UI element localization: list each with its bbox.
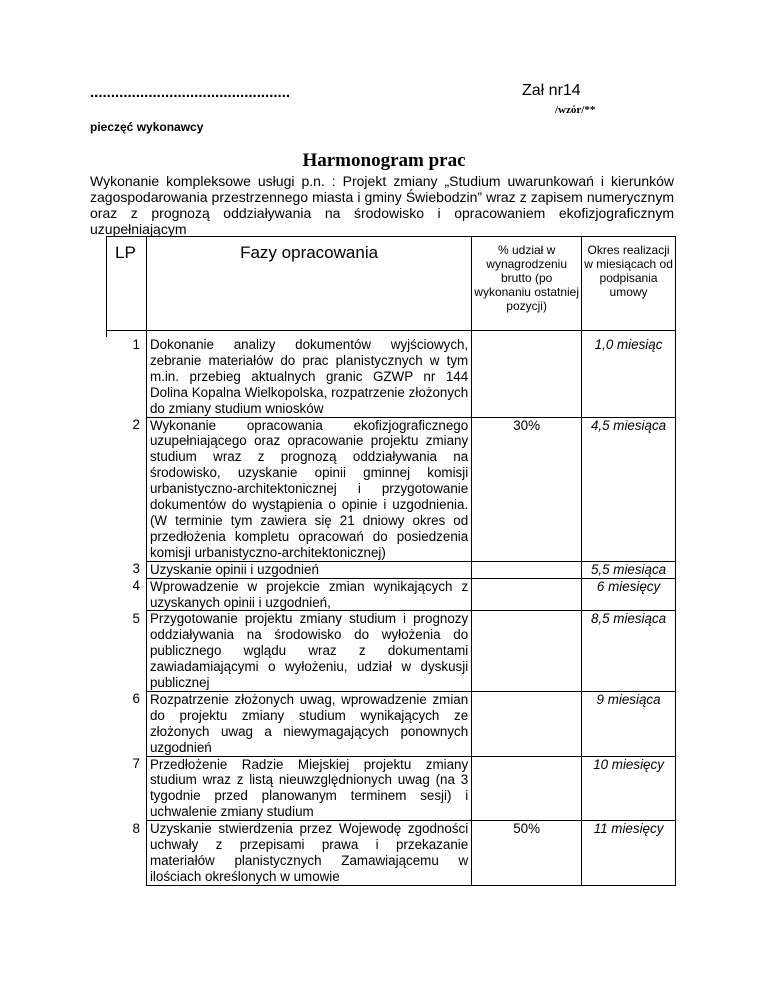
row-number: 7	[107, 756, 147, 821]
header-period: Okres realizacji w miesiącach od podpisania umowy	[582, 237, 676, 331]
table-row	[107, 756, 676, 821]
row-period: 8,5 miesiąca	[582, 611, 676, 692]
header-share: % udział w wynagrodzeniu brutto (po wykonaniu ostatniej pozycji)	[472, 237, 582, 331]
table-row	[107, 337, 676, 417]
table-row	[107, 417, 676, 561]
row-number: 1	[107, 337, 147, 417]
row-phase-description: Uzyskanie stwierdzenia przez Wojewodę zgodności uchwały z przepisami prawa i przekazanie materiałów planistycznych Zamawiającemu w ilościach określonych w umowie	[146, 821, 471, 886]
schedule-table	[106, 236, 676, 886]
row-phase-description: Wykonanie opracowania ekofizjograficznego uzupełniającego oraz opracowanie projektu zmiany studium wraz z prognozą oddziaływania na środowisko, uzyskanie opinii gminnej komisji urbanistyczno-architektonicznej i przygotowanie dokumentów do wystąpienia o opinie i uzgodnienia. (W terminie tym zawiera się 21 dniowy okres od przedłożenia kompletu opracowań do posiedzenia komisji urbanistyczno-architektonicznej)	[146, 417, 471, 561]
header-phase: Fazy opracowania	[146, 237, 471, 331]
row-phase-description: Rozpatrzenie złożonych uwag, wprowadzenie zmian do projektu zmiany studium wynikających ze złożonych uwag a niewymagających ponownych uzgodnień	[146, 691, 471, 756]
row-share	[472, 337, 582, 417]
contractor-stamp-label: pieczęć wykonawcy	[90, 120, 204, 134]
service-description: Wykonanie kompleksowe usługi p.n. : Projekt zmiany „Studium uwarunkowań i kierunków zagospodarowania przestrzennego miasta i gminy Świebodzin” wraz z zapisem numerycznym oraz z prognozą oddziaływania na środowisko i opracowaniem ekofizjograficznym uzupełniającym	[90, 173, 674, 237]
template-note: /wzór/**	[555, 104, 596, 116]
row-phase-description: Przedłożenie Radzie Miejskiej projektu zmiany studium wraz z listą nieuwzględnionych uwag (na 3 tygodnie przed planowanym terminem sesji) i uchwalenie zmiany studium	[146, 756, 471, 821]
row-number: 5	[107, 611, 147, 692]
row-period: 11 miesięcy	[582, 821, 676, 886]
row-number: 6	[107, 691, 147, 756]
row-share	[472, 756, 582, 821]
row-period: 1,0 miesiąc	[582, 337, 676, 417]
row-period: 10 miesięcy	[582, 756, 676, 821]
page-title: Harmonogram prac	[302, 150, 466, 171]
row-share: 30%	[472, 417, 582, 561]
row-share	[472, 611, 582, 692]
header-lp: LP	[107, 237, 147, 331]
attachment-number: Zał nr14	[522, 82, 581, 99]
signature-dots: ................................................	[90, 84, 291, 101]
row-share	[472, 691, 582, 756]
row-phase-description: Wprowadzenie w projekcie zmian wynikających z uzyskanych opinii i uzgodnień,	[146, 578, 471, 611]
table-row	[107, 561, 676, 578]
row-number: 3	[107, 561, 147, 578]
row-number: 2	[107, 417, 147, 561]
row-phase-description: Uzyskanie opinii i uzgodnień	[146, 561, 471, 578]
row-number: 8	[107, 821, 147, 886]
row-number: 4	[107, 578, 147, 611]
table-row	[107, 691, 676, 756]
table-row	[107, 578, 676, 611]
table-row	[107, 821, 676, 886]
row-share	[472, 578, 582, 611]
row-phase-description: Dokonanie analizy dokumentów wyjściowych, zebranie materiałów do prac planistycznych w tym m.in. przebieg aktualnych granic GZWP nr 144 Dolina Kopalna Wielkopolska, rozpatrzenie złożonych do zmiany studium wniosków	[146, 337, 471, 417]
row-period: 4,5 miesiąca	[582, 417, 676, 561]
row-period: 6 miesięcy	[582, 578, 676, 611]
row-period: 5,5 miesiąca	[582, 561, 676, 578]
row-phase-description: Przygotowanie projektu zmiany studium i prognozy oddziaływania na środowisko do wyłożenia do publicznego wglądu wraz z dokumentami zawiadamiającymi o wyłożeniu, udział w dyskusji publicznej	[146, 611, 471, 692]
table-row	[107, 611, 676, 692]
table-header-row	[107, 237, 676, 331]
row-share	[472, 561, 582, 578]
row-period: 9 miesiąca	[582, 691, 676, 756]
row-share: 50%	[472, 821, 582, 886]
